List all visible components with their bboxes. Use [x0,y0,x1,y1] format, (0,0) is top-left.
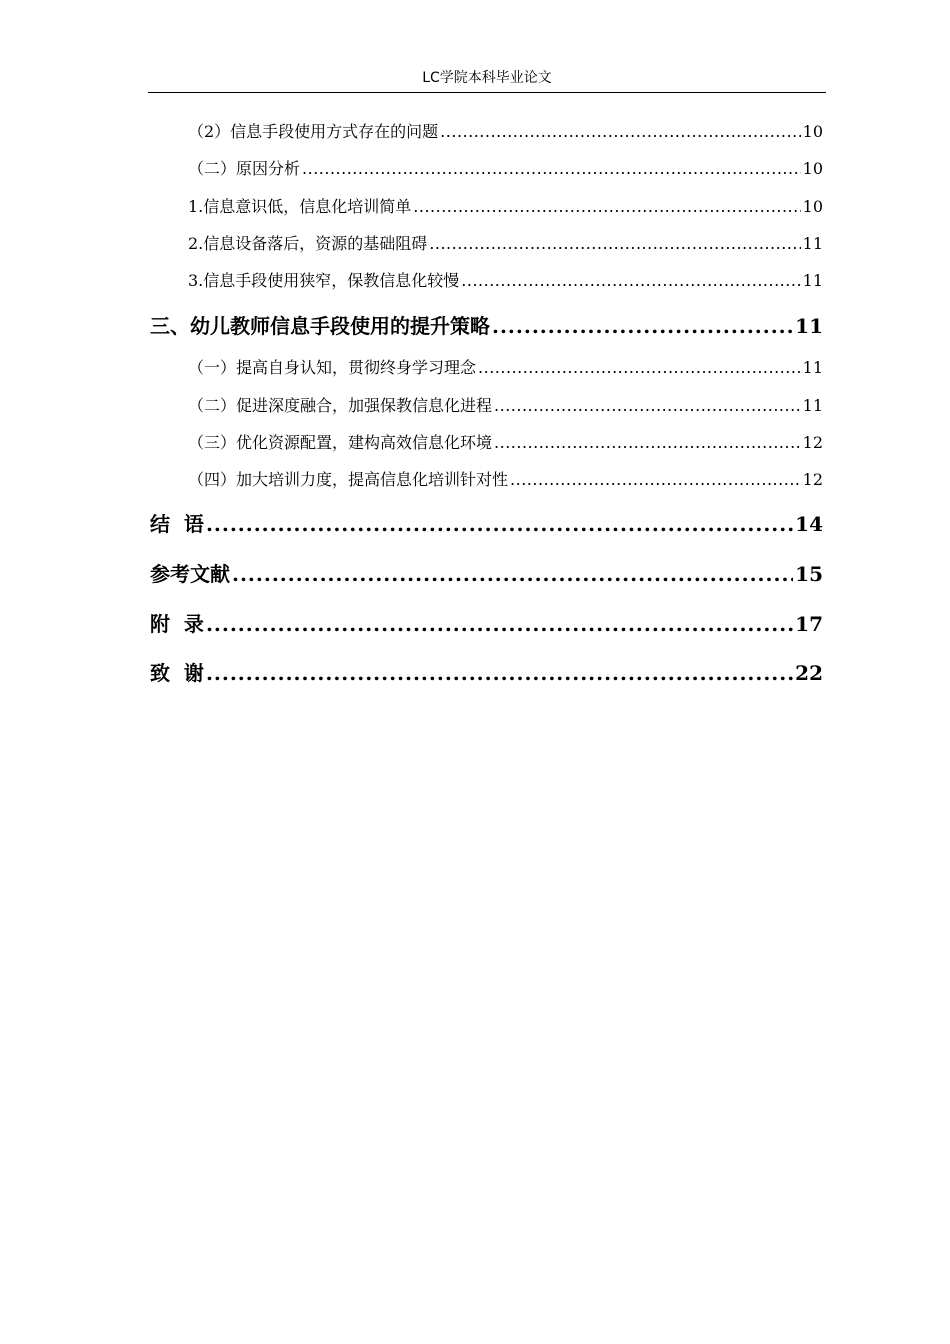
toc-entry-page: 10 [802,122,823,141]
toc-chapter-entry[interactable] [150,611,823,637]
toc-entry[interactable] [188,158,823,180]
toc-entry-title: 1.信息意识低，信息化培训简单 [188,197,412,216]
toc-entry-page: 15 [795,562,823,586]
toc-leader-dots [302,158,801,180]
toc-entry-title: （三）优化资源配置，建构高效信息化环境 [188,433,493,452]
toc-entry-title: 参考文献 [150,562,230,586]
toc-entry[interactable] [188,469,823,491]
toc-entry[interactable] [188,121,823,143]
toc-entry-page: 11 [802,271,823,290]
toc-chapter-entry[interactable] [150,313,823,339]
toc-entry-title: 3.信息手段使用狭窄，保教信息化较慢 [188,271,460,290]
toc-entry-title: （二）原因分析 [188,159,301,178]
toc-entry[interactable] [188,395,823,417]
toc-entry-page: 11 [795,314,823,338]
toc-leader-dots [429,233,800,255]
toc-entry-page: 12 [802,433,823,452]
toc-entry-page: 11 [802,234,823,253]
toc-entry-title: （2）信息手段使用方式存在的问题 [188,122,439,141]
toc-leader-dots [232,561,793,587]
header-title: LC学院本科毕业论文 [422,70,552,86]
toc-chapter-entry[interactable] [150,511,823,537]
toc-leader-dots [494,395,801,417]
toc-entry-page: 10 [802,197,823,216]
toc-entry[interactable] [188,196,823,218]
toc-leader-dots [510,469,801,491]
toc-entry-page: 11 [802,396,823,415]
toc-entry-title: 三、幼儿教师信息手段使用的提升策略 [150,314,490,338]
toc-entry-title: 2.信息设备落后，资源的基础阻碍 [188,234,428,253]
toc-entry[interactable] [188,357,823,379]
toc-leader-dots [494,432,801,454]
toc-leader-dots [440,121,800,143]
toc-leader-dots [206,611,793,637]
toc-entry-page: 12 [802,470,823,489]
toc-leader-dots [461,270,800,292]
toc-leader-dots [413,196,800,218]
toc-entry-title: 结 语 [150,512,204,536]
page-header [148,68,826,93]
toc-entry-title: 附 录 [150,612,204,636]
toc-leader-dots [478,357,801,379]
toc-entry-title: （四）加大培训力度，提高信息化培训针对性 [188,470,509,489]
toc-entry-title: （一）提高自身认知，贯彻终身学习理念 [188,358,477,377]
toc-chapter-entry[interactable] [150,561,823,587]
toc-entry-page: 14 [795,512,823,536]
toc-entry-title: 致 谢 [150,661,204,685]
toc-entry[interactable] [188,270,823,292]
toc-leader-dots [206,660,793,686]
toc-entry-page: 10 [802,159,823,178]
toc-entry-title: （二）促进深度融合，加强保教信息化进程 [188,396,493,415]
toc-chapter-entry[interactable] [150,660,823,686]
toc-entry[interactable] [188,233,823,255]
toc-entry-page: 22 [795,661,823,685]
toc-entry-page: 17 [795,612,823,636]
toc-entry-page: 11 [802,358,823,377]
toc-entry[interactable] [188,432,823,454]
toc-leader-dots [492,313,793,339]
toc-leader-dots [206,511,793,537]
